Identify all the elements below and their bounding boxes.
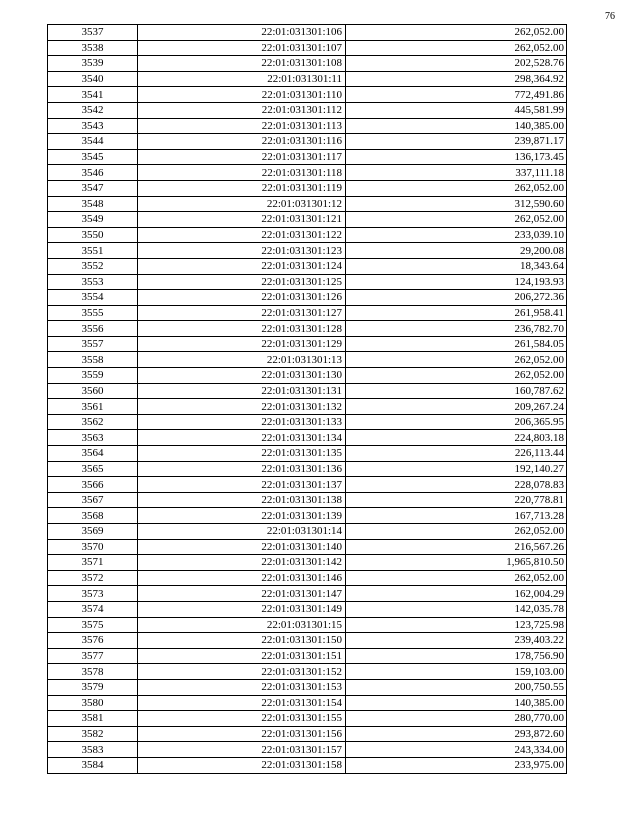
value-amount-cell: 262,052.00 (346, 40, 567, 56)
value-amount-cell: 159,103.00 (346, 664, 567, 680)
table-row (48, 492, 567, 508)
table-row (48, 196, 567, 212)
cadastral-number-cell: 22:01:031301:151 (138, 648, 346, 664)
cadastral-number-cell: 22:01:031301:132 (138, 399, 346, 415)
row-number-cell: 3544 (48, 134, 138, 150)
cadastral-number-cell: 22:01:031301:146 (138, 570, 346, 586)
cadastral-number-cell: 22:01:031301:107 (138, 40, 346, 56)
row-number-cell: 3545 (48, 149, 138, 165)
value-amount-cell: 18,343.64 (346, 258, 567, 274)
row-number-cell: 3579 (48, 679, 138, 695)
value-amount-cell: 233,975.00 (346, 757, 567, 773)
cadastral-number-cell: 22:01:031301:150 (138, 633, 346, 649)
value-amount-cell: 228,078.83 (346, 477, 567, 493)
table-row (48, 711, 567, 727)
cadastral-number-cell: 22:01:031301:135 (138, 446, 346, 462)
row-number-cell: 3563 (48, 430, 138, 446)
cadastral-number-cell: 22:01:031301:11 (138, 71, 346, 87)
cadastral-number-cell: 22:01:031301:131 (138, 383, 346, 399)
cadastral-number-cell: 22:01:031301:139 (138, 508, 346, 524)
cadastral-number-cell: 22:01:031301:125 (138, 274, 346, 290)
row-number-cell: 3537 (48, 25, 138, 41)
row-number-cell: 3573 (48, 586, 138, 602)
row-number-cell: 3581 (48, 711, 138, 727)
row-number-cell: 3542 (48, 102, 138, 118)
row-number-cell: 3568 (48, 508, 138, 524)
cadastral-number-cell: 22:01:031301:15 (138, 617, 346, 633)
row-number-cell: 3541 (48, 87, 138, 103)
value-amount-cell: 262,052.00 (346, 524, 567, 540)
cadastral-number-cell: 22:01:031301:154 (138, 695, 346, 711)
table-row (48, 586, 567, 602)
cadastral-number-cell: 22:01:031301:124 (138, 258, 346, 274)
table-row (48, 243, 567, 259)
row-number-cell: 3562 (48, 414, 138, 430)
table-row (48, 648, 567, 664)
cadastral-number-cell: 22:01:031301:158 (138, 757, 346, 773)
row-number-cell: 3566 (48, 477, 138, 493)
row-number-cell: 3551 (48, 243, 138, 259)
page-number: 76 (605, 11, 615, 22)
row-number-cell: 3559 (48, 368, 138, 384)
value-amount-cell: 239,403.22 (346, 633, 567, 649)
table-row (48, 165, 567, 181)
value-amount-cell: 293,872.60 (346, 726, 567, 742)
row-number-cell: 3576 (48, 633, 138, 649)
table-row (48, 258, 567, 274)
table-row (48, 40, 567, 56)
cadastral-number-cell: 22:01:031301:137 (138, 477, 346, 493)
table-row (48, 617, 567, 633)
row-number-cell: 3560 (48, 383, 138, 399)
row-number-cell: 3561 (48, 399, 138, 415)
table-row (48, 383, 567, 399)
value-amount-cell: 445,581.99 (346, 102, 567, 118)
row-number-cell: 3583 (48, 742, 138, 758)
table-row (48, 321, 567, 337)
table-row (48, 71, 567, 87)
value-amount-cell: 261,584.05 (346, 336, 567, 352)
row-number-cell: 3571 (48, 555, 138, 571)
cadastral-number-cell: 22:01:031301:123 (138, 243, 346, 259)
value-amount-cell: 140,385.00 (346, 695, 567, 711)
cadastral-number-cell: 22:01:031301:138 (138, 492, 346, 508)
row-number-cell: 3574 (48, 601, 138, 617)
table-row (48, 601, 567, 617)
value-amount-cell: 206,365.95 (346, 414, 567, 430)
cadastral-number-cell: 22:01:031301:113 (138, 118, 346, 134)
row-number-cell: 3567 (48, 492, 138, 508)
cadastral-number-cell: 22:01:031301:155 (138, 711, 346, 727)
value-amount-cell: 262,052.00 (346, 352, 567, 368)
value-amount-cell: 236,782.70 (346, 321, 567, 337)
table-row (48, 336, 567, 352)
cadastral-number-cell: 22:01:031301:136 (138, 461, 346, 477)
table-row (48, 757, 567, 773)
value-amount-cell: 312,590.60 (346, 196, 567, 212)
value-amount-cell: 262,052.00 (346, 368, 567, 384)
value-amount-cell: 239,871.17 (346, 134, 567, 150)
row-number-cell: 3582 (48, 726, 138, 742)
table-row (48, 477, 567, 493)
cadastral-value-table (47, 24, 567, 774)
row-number-cell: 3553 (48, 274, 138, 290)
value-amount-cell: 124,193.93 (346, 274, 567, 290)
cadastral-number-cell: 22:01:031301:140 (138, 539, 346, 555)
cadastral-number-cell: 22:01:031301:129 (138, 336, 346, 352)
cadastral-number-cell: 22:01:031301:121 (138, 212, 346, 228)
cadastral-number-cell: 22:01:031301:156 (138, 726, 346, 742)
cadastral-number-cell: 22:01:031301:117 (138, 149, 346, 165)
value-amount-cell: 261,958.41 (346, 305, 567, 321)
row-number-cell: 3577 (48, 648, 138, 664)
table-row (48, 134, 567, 150)
table-row (48, 368, 567, 384)
cadastral-number-cell: 22:01:031301:12 (138, 196, 346, 212)
value-amount-cell: 209,267.24 (346, 399, 567, 415)
value-amount-cell: 160,787.62 (346, 383, 567, 399)
row-number-cell: 3552 (48, 258, 138, 274)
table-row (48, 742, 567, 758)
row-number-cell: 3558 (48, 352, 138, 368)
value-amount-cell: 1,965,810.50 (346, 555, 567, 571)
row-number-cell: 3538 (48, 40, 138, 56)
cadastral-number-cell: 22:01:031301:13 (138, 352, 346, 368)
row-number-cell: 3554 (48, 290, 138, 306)
row-number-cell: 3540 (48, 71, 138, 87)
table-row (48, 118, 567, 134)
cadastral-number-cell: 22:01:031301:133 (138, 414, 346, 430)
cadastral-number-cell: 22:01:031301:108 (138, 56, 346, 72)
row-number-cell: 3550 (48, 227, 138, 243)
value-amount-cell: 220,778.81 (346, 492, 567, 508)
value-amount-cell: 262,052.00 (346, 570, 567, 586)
table-row (48, 679, 567, 695)
row-number-cell: 3548 (48, 196, 138, 212)
value-amount-cell: 29,200.08 (346, 243, 567, 259)
cadastral-number-cell: 22:01:031301:126 (138, 290, 346, 306)
cadastral-number-cell: 22:01:031301:149 (138, 601, 346, 617)
row-number-cell: 3564 (48, 446, 138, 462)
cadastral-number-cell: 22:01:031301:142 (138, 555, 346, 571)
cadastral-number-cell: 22:01:031301:118 (138, 165, 346, 181)
table-row (48, 212, 567, 228)
value-amount-cell: 200,750.55 (346, 679, 567, 695)
table-row (48, 305, 567, 321)
value-amount-cell: 216,567.26 (346, 539, 567, 555)
table-row (48, 399, 567, 415)
row-number-cell: 3543 (48, 118, 138, 134)
table-row (48, 446, 567, 462)
table-row (48, 180, 567, 196)
row-number-cell: 3565 (48, 461, 138, 477)
table-row (48, 664, 567, 680)
row-number-cell: 3580 (48, 695, 138, 711)
table-row (48, 56, 567, 72)
row-number-cell: 3557 (48, 336, 138, 352)
value-amount-cell: 226,113.44 (346, 446, 567, 462)
value-amount-cell: 280,770.00 (346, 711, 567, 727)
row-number-cell: 3572 (48, 570, 138, 586)
table-row (48, 352, 567, 368)
table-row (48, 102, 567, 118)
table-row (48, 461, 567, 477)
value-amount-cell: 140,385.00 (346, 118, 567, 134)
value-amount-cell: 233,039.10 (346, 227, 567, 243)
value-amount-cell: 262,052.00 (346, 212, 567, 228)
value-amount-cell: 262,052.00 (346, 180, 567, 196)
value-amount-cell: 337,111.18 (346, 165, 567, 181)
table-row (48, 524, 567, 540)
cadastral-number-cell: 22:01:031301:116 (138, 134, 346, 150)
row-number-cell: 3547 (48, 180, 138, 196)
value-amount-cell: 202,528.76 (346, 56, 567, 72)
table-row (48, 508, 567, 524)
row-number-cell: 3569 (48, 524, 138, 540)
table-row (48, 87, 567, 103)
cadastral-number-cell: 22:01:031301:127 (138, 305, 346, 321)
table-row (48, 290, 567, 306)
value-amount-cell: 167,713.28 (346, 508, 567, 524)
cadastral-number-cell: 22:01:031301:134 (138, 430, 346, 446)
cadastral-number-cell: 22:01:031301:157 (138, 742, 346, 758)
row-number-cell: 3556 (48, 321, 138, 337)
table-row (48, 726, 567, 742)
cadastral-number-cell: 22:01:031301:112 (138, 102, 346, 118)
value-amount-cell: 262,052.00 (346, 25, 567, 41)
row-number-cell: 3546 (48, 165, 138, 181)
cadastral-number-cell: 22:01:031301:152 (138, 664, 346, 680)
table-row (48, 25, 567, 41)
value-amount-cell: 123,725.98 (346, 617, 567, 633)
cadastral-number-cell: 22:01:031301:153 (138, 679, 346, 695)
table-row (48, 274, 567, 290)
cadastral-number-cell: 22:01:031301:119 (138, 180, 346, 196)
cadastral-number-cell: 22:01:031301:106 (138, 25, 346, 41)
table-row (48, 555, 567, 571)
table-row (48, 414, 567, 430)
cadastral-number-cell: 22:01:031301:14 (138, 524, 346, 540)
value-amount-cell: 162,004.29 (346, 586, 567, 602)
row-number-cell: 3575 (48, 617, 138, 633)
table-row (48, 633, 567, 649)
cadastral-number-cell: 22:01:031301:110 (138, 87, 346, 103)
table-row (48, 227, 567, 243)
table-row (48, 539, 567, 555)
row-number-cell: 3578 (48, 664, 138, 680)
value-amount-cell: 772,491.86 (346, 87, 567, 103)
value-amount-cell: 178,756.90 (346, 648, 567, 664)
value-amount-cell: 192,140.27 (346, 461, 567, 477)
value-amount-cell: 224,803.18 (346, 430, 567, 446)
table-row (48, 149, 567, 165)
row-number-cell: 3549 (48, 212, 138, 228)
value-amount-cell: 298,364.92 (346, 71, 567, 87)
cadastral-number-cell: 22:01:031301:122 (138, 227, 346, 243)
value-amount-cell: 206,272.36 (346, 290, 567, 306)
cadastral-number-cell: 22:01:031301:128 (138, 321, 346, 337)
row-number-cell: 3584 (48, 757, 138, 773)
table-row (48, 695, 567, 711)
table-row (48, 570, 567, 586)
value-amount-cell: 142,035.78 (346, 601, 567, 617)
value-amount-cell: 136,173.45 (346, 149, 567, 165)
cadastral-number-cell: 22:01:031301:147 (138, 586, 346, 602)
table-body (48, 25, 567, 774)
value-amount-cell: 243,334.00 (346, 742, 567, 758)
row-number-cell: 3570 (48, 539, 138, 555)
row-number-cell: 3539 (48, 56, 138, 72)
row-number-cell: 3555 (48, 305, 138, 321)
cadastral-number-cell: 22:01:031301:130 (138, 368, 346, 384)
table-row (48, 430, 567, 446)
